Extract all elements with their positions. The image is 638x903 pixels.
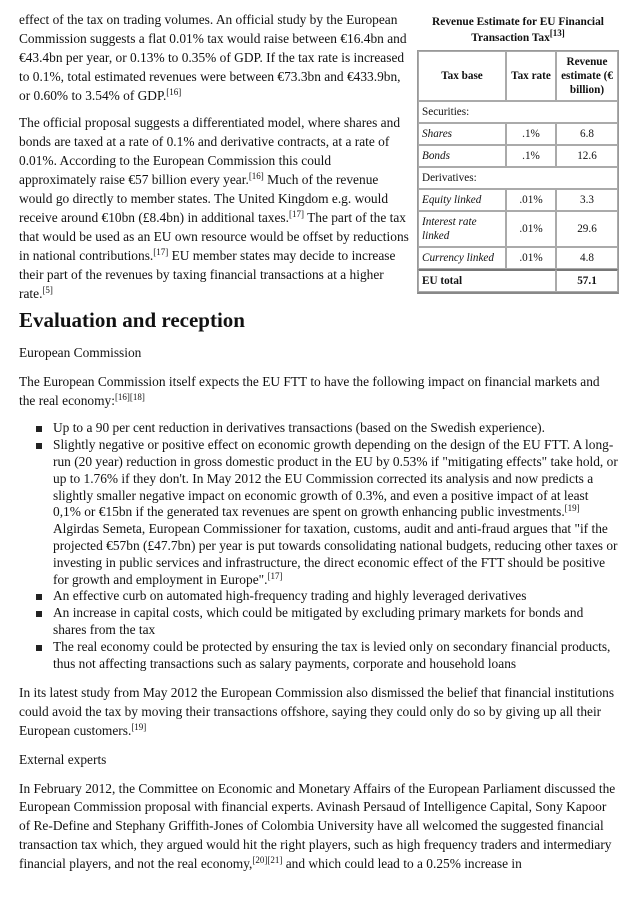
offshore-paragraph-text: In its latest study from May 2012 the European Commission also dismissed the belief that financial institutions could avoid the tax by moving their transactions offshore, saying they could only do so by giving up all their European customers. [19,685,615,738]
list-item: An increase in capital costs, which could be mitigated by excluding primary markets for bonds and shares from the tax [53,605,619,639]
row-tax-rate: .01% [506,247,556,269]
section-body [19,344,619,884]
experts-paragraph [19,780,619,874]
table-row [418,145,618,167]
table-caption-text: Revenue Estimate for EU Financial Transaction Tax [432,16,604,44]
row-tax-base: Currency linked [418,247,506,269]
section-heading: Evaluation and reception [19,308,245,332]
row-tax-base: Shares [418,123,506,145]
citation-17[interactable]: [17] [153,247,169,257]
table-group-row [418,167,618,189]
table-header-row [418,51,618,101]
list-item-text-a: Slightly negative or positive effect on economic growth depending on the design of the EU FTT. A long-run (20 year) reduction in gross domestic product in the EU by 0.53% if "mitigating effects" take hold, or up to 1.76% if they don't. In May 2012 the EU Commission corrected its analysis and now predicts a slightly smaller negative impact on economic growth of 0.3%, and even a positive impact of at least 0,1% or €15bn if the generated tax revenues are spent on growth enhancing public investments. [53,437,618,520]
intro-paragraph-2 [19,113,409,303]
intro-paragraph-2-text-c: The part of the tax that would be used as an EU own resource would be offset by reductions in national contributions. [19,210,409,263]
row-revenue: 4.8 [556,247,618,269]
header-tax-base: Tax base [418,51,506,101]
row-revenue: 12.6 [556,145,618,167]
citation-20-21[interactable]: [20][21] [252,854,283,865]
list-item: Up to a 90 per cent reduction in derivatives transactions (based on the Swedish experience). [53,420,619,437]
row-tax-rate: .01% [506,211,556,247]
table-group-row [418,101,618,123]
row-tax-base: Bonds [418,145,506,167]
offshore-paragraph [19,684,619,740]
table-row [418,211,618,247]
citation-17[interactable]: [17] [288,209,304,219]
group-securities: Securities: [418,101,618,123]
list-item: An effective curb on automated high-frequency trading and highly leveraged derivatives [53,588,619,605]
experts-paragraph-text-b: and which could lead to a 0.25% increase in [282,855,522,871]
intro-paragraph-1-text: effect of the tax on trading volumes. An official study by the European Commission suggests a flat 0.01% tax would raise between €16.4bn and €43.4bn per year, or 0.13% to 0.35% of GDP. If the tax rate is increased to 0.1%, total estimated revenues were between €73.3bn and €433.9bn, or 0.60% to 3.54% of GDP. [19,12,407,103]
subheading-external-experts: External experts [19,751,107,767]
row-tax-rate: .1% [506,145,556,167]
total-value: 57.1 [556,269,618,292]
citation-13[interactable]: [13] [549,28,565,38]
citation-16[interactable]: [16] [166,87,182,97]
citation-16[interactable]: [16] [248,171,264,181]
row-tax-rate: .01% [506,189,556,211]
commission-intro-text: The European Commission itself expects the EU FTT to have the following impact on financial markets and the real economy: [19,373,600,408]
row-tax-base: Equity linked [418,189,506,211]
table-caption [417,14,619,46]
citation-16-18[interactable]: [16][18] [114,391,145,402]
revenue-estimate-table-box [417,14,619,294]
table-total-row [418,269,618,292]
table-row [418,247,618,269]
intro-paragraph-1 [19,10,409,105]
subheading-european-commission: European Commission [19,345,142,360]
row-tax-base: Interest rate linked [418,211,506,247]
experts-paragraph-text-a: In February 2012, the Committee on Economic and Monetary Affairs of the European Parliament discussed the European Commission proposal with financial experts. Avinash Persaud of Intelligence Capital, Sony Kapoor of Re-Define and Stephany Griffith-Jones of Colombia University have all welcomed the suggested financial transaction tax which, they argued would hit the right players, such as high frequency traders and intermediary financial players, and not the real economy, [19,780,616,871]
table-row [418,123,618,145]
citation-19[interactable]: [19] [131,721,147,732]
row-revenue: 3.3 [556,189,618,211]
intro-paragraph-2-text-d: EU member states may decide to increase their part of the revenues by taxing financial transactions at a higher rate. [19,248,396,301]
citation-5[interactable]: [5] [42,285,53,295]
header-revenue-estimate: Revenue estimate (€ billion) [556,51,618,101]
row-tax-rate: .1% [506,123,556,145]
intro-paragraph-2-text-a: The official proposal suggests a differentiated model, where shares and bonds are taxed at a rate of 0.1% and derivative contracts, at a rate of 0.01%. According to the European Commission this could approximately raise €57 billion every year. [19,115,401,187]
row-revenue: 6.8 [556,123,618,145]
list-item: The real economy could be protected by ensuring the tax is levied only on secondary financial products, thus not affecting transactions such as salary payments, corporate and household loans [53,639,619,673]
table-row [418,189,618,211]
group-derivatives: Derivatives: [418,167,618,189]
total-label: EU total [418,269,556,292]
row-revenue: 29.6 [556,211,618,247]
intro-text [19,10,409,311]
impact-list [19,420,619,672]
revenue-estimate-table [417,50,619,294]
citation-17[interactable]: [17] [267,570,283,581]
citation-19[interactable]: [19] [564,503,580,514]
list-item [53,437,619,588]
list-item-text-b: Algirdas Semeta, European Commissioner for taxation, customs, audit and anti-fraud argues that "if the projected €57bn (£47.7bn) per year is put towards consolidating national budgets, reducing other taxes or investing in public services and infrastructure, the direct economic effect of the FTT should be positive for growth and employment in Europe". [53,521,618,587]
commission-intro-paragraph [19,373,619,411]
intro-paragraph-2-text-b: Much of the revenue would go directly to member states. The United Kingdom e.g. would receive around €10bn (£8.4bn) in additional taxes. [19,172,389,225]
header-tax-rate: Tax rate [506,51,556,101]
